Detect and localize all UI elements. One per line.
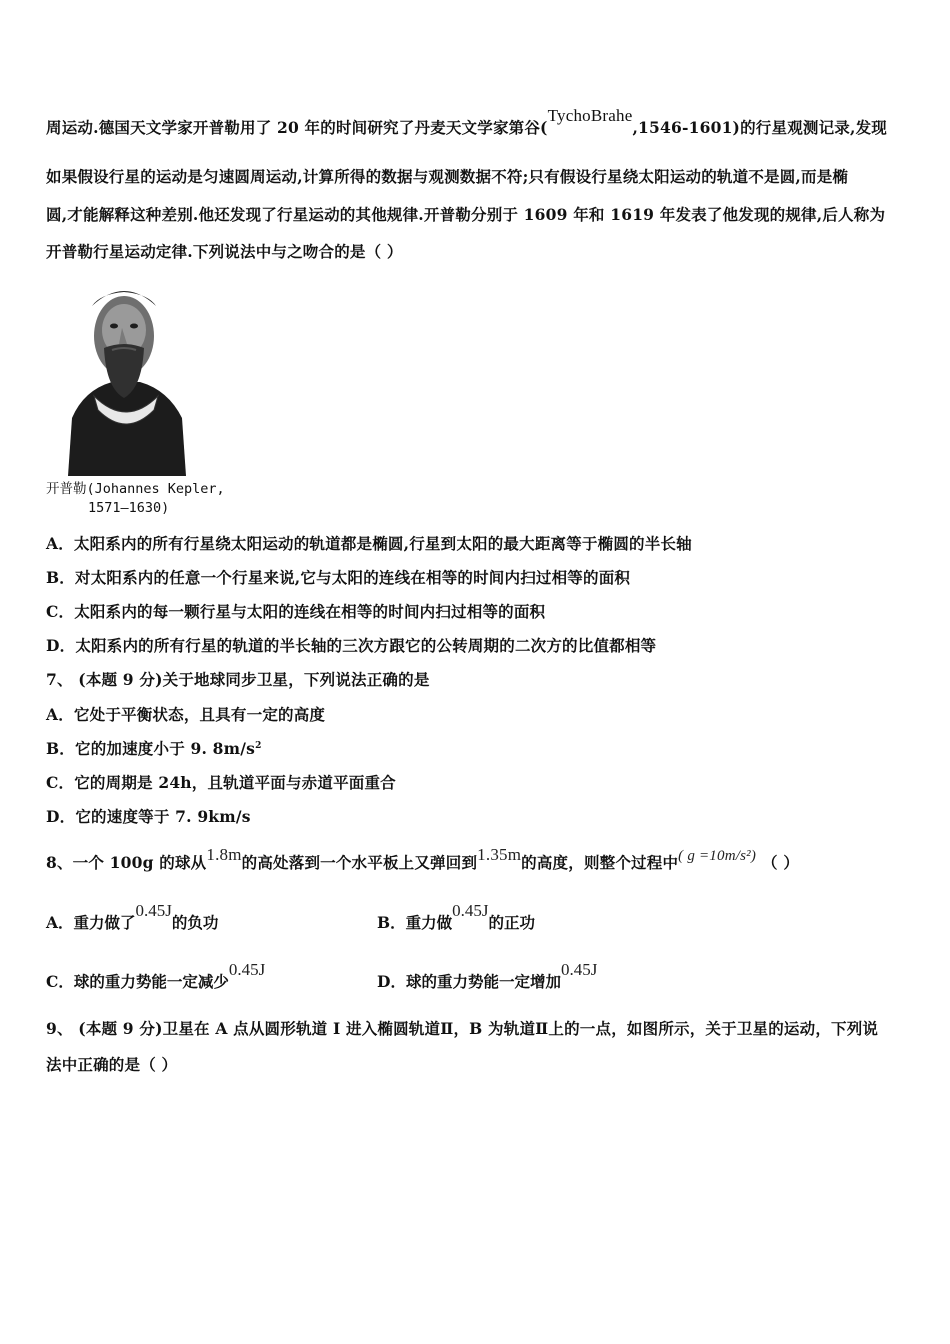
q6-option-a: A．太阳系内的所有行星绕太阳运动的轨道都是椭圆,行星到太阳的最大距离等于椭圆的半长轴 [46,534,692,553]
q7-option-b-sup: 2 [255,740,262,751]
q7-option-b [46,737,262,759]
q8-option-b-post: 的正功 [488,913,535,932]
intro-line-1-a: 周运动.德国天文学家开普勒用了 20 年的时间研究了丹麦天文学家第谷( [46,118,548,137]
q7-option-b-text: B．它的加速度小于 9. 8m/s [46,739,256,758]
q8-option-c-val: 0.45J [228,960,266,979]
q7-option-a: A．它处于平衡状态，且具有一定的高度 [46,705,326,724]
q7-option-c: C．它的周期是 24h，且轨道平面与赤道平面重合 [46,773,396,792]
q9-stem-line-1: 9、 (本题 9 分)卫星在 A 点从圆形轨道 I 进入椭圆轨道Ⅱ，B 为轨道Ⅱ上的一点，如图所示，关于卫星的运动，下列说 [46,1019,879,1038]
q7-option-d: D．它的速度等于 7. 9km/s [46,807,251,826]
intro-line-3: 圆,才能解释这种差别.他还发现了行星运动的其他规律.开普勒分别于 1609 年和 1619 年发表了他发现的规律,后人称为 [46,205,886,224]
intro-line-2: 如果假设行星的运动是匀速圆周运动,计算所得的数据与观测数据不符;只有假设行星绕太阳运动的轨道不是圆,而是椭 [46,167,849,186]
q8-option-a-post: 的负功 [171,913,219,932]
q8-option-d-val: 0.45J [560,960,598,979]
q8-stem-p2: 的高处落到一个水平板上又弹回到 [241,853,478,872]
q8-option-d-pre: D．球的重力势能一定增加 [377,972,561,991]
q6-option-c: C．太阳系内的每一颗行星与太阳的连线在相等的时间内扫过相等的面积 [46,602,546,621]
q6-option-d: D．太阳系内的所有行星的轨道的半长轴的三次方跟它的公转周期的二次方的比值都相等 [46,636,657,655]
intro-line-1 [46,106,887,138]
q8-option-d [377,960,598,992]
q6-option-b: B．对太阳系内的任意一个行星来说,它与太阳的连线在相等的时间内扫过相等的面积 [46,568,631,587]
tycho-brahe-name: TychoBrahe [547,106,633,125]
q9-stem-line-2: 法中正确的是（ ） [46,1055,178,1074]
portrait-caption [46,480,225,518]
caption-line-1: 开普勒(Johannes Kepler, [46,481,225,497]
q8-option-a-val: 0.45J [135,901,172,920]
q8-height-2: 1.35m [477,845,522,864]
kepler-portrait [64,278,188,476]
q8-option-b-pre: B．重力做 [377,913,453,932]
q8-option-c [46,960,266,992]
q8-stem [46,845,800,873]
q8-option-a-pre: A．重力做了 [46,913,136,932]
q8-height-1: 1.8m [206,845,242,864]
intro-line-1-b: ,1546-1601)的行星观测记录,发现 [632,118,887,137]
caption-line-2: 1571—1630) [88,500,170,516]
q8-option-a [46,901,219,933]
q8-option-c-pre: C．球的重力势能一定减少 [46,972,229,991]
q8-option-b-val: 0.45J [452,901,489,920]
q8-g-note: ( g =10m/s²) [678,848,757,864]
q8-stem-p1: 8、一个 100g 的球从 [46,853,207,872]
intro-line-4: 开普勒行星运动定律.下列说法中与之吻合的是（ ） [46,242,403,261]
q8-stem-p4: （ ） [762,853,800,872]
q7-stem: 7、 (本题 9 分)关于地球同步卫星，下列说法正确的是 [46,670,430,689]
q8-option-b [377,901,535,933]
q8-stem-p3: 的高度，则整个过程中 [521,853,679,872]
